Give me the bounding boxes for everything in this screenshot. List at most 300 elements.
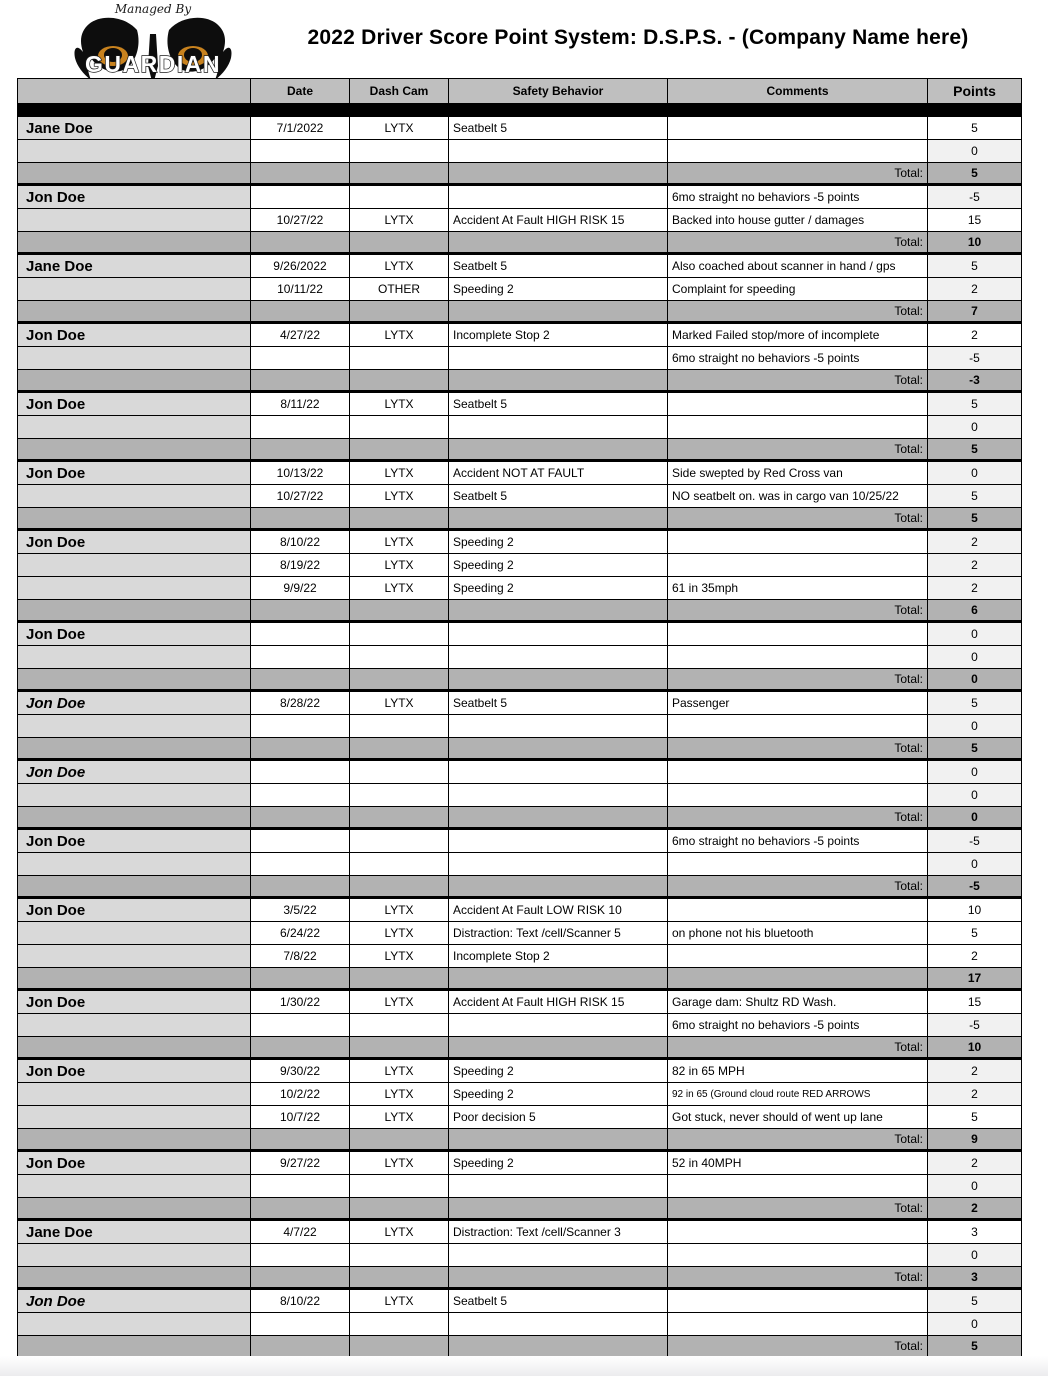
total-label: Total: [668, 370, 928, 391]
cell-driver-name [18, 485, 251, 508]
table-body [18, 117, 1021, 1358]
total-points: 5 [928, 1336, 1021, 1357]
driver-block [18, 623, 1021, 692]
driver-name: Jon Doe [26, 763, 86, 781]
total-date-blank [251, 232, 350, 253]
cell-dash-cam: LYTX [350, 393, 449, 416]
total-points: 10 [928, 232, 1021, 253]
cell-points: 2 [928, 324, 1021, 347]
total-cam-blank [350, 669, 449, 690]
cell-dash-cam: LYTX [350, 991, 449, 1014]
cell-driver-name [18, 416, 251, 439]
total-cam-blank [350, 1037, 449, 1058]
total-cam-blank [350, 508, 449, 529]
total-name-blank [18, 1198, 251, 1219]
cell-safety-behavior: Speeding 2 [449, 577, 668, 600]
cell-comment: Side swepted by Red Cross van [668, 462, 928, 485]
total-cam-blank [350, 876, 449, 897]
cell-comment [668, 117, 928, 140]
header-divider-bar [18, 104, 1021, 117]
cell-safety-behavior [449, 347, 668, 370]
cell-comment: Also coached about scanner in hand / gps [668, 255, 928, 278]
driver-name: Jon Doe [26, 625, 86, 643]
page-title: 2022 Driver Score Point System: D.S.P.S. - (Company Name here) [307, 26, 969, 49]
cell-dash-cam [350, 646, 449, 669]
cell-points: -5 [928, 1014, 1021, 1037]
cell-points: 3 [928, 1221, 1021, 1244]
cell-safety-behavior: Seatbelt 5 [449, 1290, 668, 1313]
cell-driver-name [18, 784, 251, 807]
cell-dash-cam: LYTX [350, 1060, 449, 1083]
total-row [18, 508, 1021, 529]
total-date-blank [251, 370, 350, 391]
cell-date [251, 623, 350, 646]
table-row [18, 1152, 1021, 1175]
total-row [18, 439, 1021, 460]
cell-comment [668, 1313, 928, 1336]
total-points: 7 [928, 301, 1021, 322]
cell-date [251, 1244, 350, 1267]
total-cam-blank [350, 232, 449, 253]
driver-block [18, 1290, 1021, 1358]
header-date: Date [251, 78, 350, 104]
cell-points: 0 [928, 140, 1021, 163]
cell-safety-behavior: Speeding 2 [449, 554, 668, 577]
cell-date [251, 646, 350, 669]
total-name-blank [18, 232, 251, 253]
cell-dash-cam: LYTX [350, 899, 449, 922]
total-name-blank [18, 600, 251, 621]
cell-comment: 6mo straight no behaviors -5 points [668, 1014, 928, 1037]
cell-points: 5 [928, 1106, 1021, 1129]
cell-date [251, 853, 350, 876]
cell-driver-name [18, 646, 251, 669]
total-behavior-blank [449, 669, 668, 690]
cell-dash-cam [350, 416, 449, 439]
cell-date [251, 140, 350, 163]
cell-dash-cam [350, 830, 449, 853]
table-row [18, 715, 1021, 738]
cell-safety-behavior: Accident At Fault HIGH RISK 15 [449, 991, 668, 1014]
total-points: 9 [928, 1129, 1021, 1150]
cell-points: -5 [928, 186, 1021, 209]
cell-date: 8/19/22 [251, 554, 350, 577]
total-name-blank [18, 968, 251, 989]
total-label: Total: [668, 807, 928, 828]
cell-dash-cam: LYTX [350, 1083, 449, 1106]
cell-points: 5 [928, 117, 1021, 140]
guardian-brand-text: GUARDIAN [85, 51, 221, 77]
driver-block [18, 255, 1021, 324]
table-row [18, 1014, 1021, 1037]
cell-safety-behavior: Incomplete Stop 2 [449, 324, 668, 347]
total-behavior-blank [449, 1129, 668, 1150]
cell-dash-cam: LYTX [350, 209, 449, 232]
total-date-blank [251, 1267, 350, 1288]
cell-comment: Backed into house gutter / damages [668, 209, 928, 232]
total-points: 3 [928, 1267, 1021, 1288]
driver-name: Jon Doe [26, 1292, 86, 1310]
total-row [18, 232, 1021, 253]
cell-dash-cam [350, 715, 449, 738]
total-name-blank [18, 163, 251, 184]
cell-date [251, 1175, 350, 1198]
cell-date [251, 416, 350, 439]
cell-date [251, 830, 350, 853]
cell-dash-cam [350, 853, 449, 876]
cell-safety-behavior: Speeding 2 [449, 1152, 668, 1175]
header-safety-behavior: Safety Behavior [449, 78, 668, 104]
total-label: Total: [668, 232, 928, 253]
total-date-blank [251, 669, 350, 690]
table-row [18, 255, 1021, 278]
cell-safety-behavior [449, 830, 668, 853]
total-row [18, 1267, 1021, 1288]
cell-safety-behavior [449, 623, 668, 646]
cell-comment [668, 1290, 928, 1313]
cell-date [251, 715, 350, 738]
cell-comment: on phone not his bluetooth [668, 922, 928, 945]
total-cam-blank [350, 163, 449, 184]
driver-name: Jon Doe [26, 188, 86, 206]
table-row [18, 1313, 1021, 1336]
cell-points: 2 [928, 278, 1021, 301]
cell-points: 15 [928, 209, 1021, 232]
cell-dash-cam [350, 1014, 449, 1037]
driver-name: Jane Doe [26, 119, 93, 137]
cell-comment: 52 in 40MPH [668, 1152, 928, 1175]
cell-dash-cam [350, 623, 449, 646]
total-date-blank [251, 1129, 350, 1150]
cell-driver-name [18, 577, 251, 600]
cell-driver-name [18, 922, 251, 945]
cell-dash-cam: LYTX [350, 255, 449, 278]
total-cam-blank [350, 1336, 449, 1357]
cell-date: 4/7/22 [251, 1221, 350, 1244]
cell-comment [668, 1175, 928, 1198]
table-row [18, 1060, 1021, 1083]
cell-dash-cam [350, 140, 449, 163]
total-behavior-blank [449, 439, 668, 460]
cell-date: 9/9/22 [251, 577, 350, 600]
cell-date: 10/27/22 [251, 209, 350, 232]
cell-comment [668, 945, 928, 968]
page-bottom-shadow [0, 1356, 1048, 1376]
cell-comment [668, 853, 928, 876]
cell-date: 8/28/22 [251, 692, 350, 715]
cell-driver-name [18, 255, 251, 278]
cell-dash-cam: LYTX [350, 554, 449, 577]
driver-name: Jon Doe [26, 464, 86, 482]
driver-block [18, 324, 1021, 393]
total-behavior-blank [449, 1198, 668, 1219]
cell-date [251, 761, 350, 784]
cell-safety-behavior [449, 784, 668, 807]
cell-comment: Marked Failed stop/more of incomplete [668, 324, 928, 347]
total-name-blank [18, 301, 251, 322]
cell-points: 15 [928, 991, 1021, 1014]
total-points: 6 [928, 600, 1021, 621]
cell-safety-behavior [449, 853, 668, 876]
cell-points: 0 [928, 761, 1021, 784]
table-row [18, 761, 1021, 784]
cell-driver-name [18, 853, 251, 876]
table-row [18, 186, 1021, 209]
total-row [18, 807, 1021, 828]
cell-points: -5 [928, 347, 1021, 370]
total-points: 0 [928, 669, 1021, 690]
driver-name: Jon Doe [26, 832, 86, 850]
cell-driver-name [18, 692, 251, 715]
cell-safety-behavior [449, 646, 668, 669]
cell-points: -5 [928, 830, 1021, 853]
total-date-blank [251, 968, 350, 989]
table-row [18, 830, 1021, 853]
managed-by-text: Managed By [114, 2, 192, 16]
cell-comment [668, 1221, 928, 1244]
cell-comment [668, 140, 928, 163]
total-points: 17 [928, 968, 1021, 989]
cell-date: 6/24/22 [251, 922, 350, 945]
cell-safety-behavior: Seatbelt 5 [449, 117, 668, 140]
total-row [18, 876, 1021, 897]
cell-dash-cam [350, 761, 449, 784]
cell-points: 0 [928, 462, 1021, 485]
cell-safety-behavior [449, 1244, 668, 1267]
cell-safety-behavior: Distraction: Text /cell/Scanner 3 [449, 1221, 668, 1244]
total-cam-blank [350, 600, 449, 621]
cell-points: 0 [928, 623, 1021, 646]
driver-block [18, 761, 1021, 830]
cell-safety-behavior [449, 416, 668, 439]
total-row [18, 968, 1021, 989]
cell-dash-cam [350, 1244, 449, 1267]
total-label: Total: [668, 508, 928, 529]
table-row [18, 462, 1021, 485]
cell-date: 10/13/22 [251, 462, 350, 485]
total-row [18, 738, 1021, 759]
cell-safety-behavior: Poor decision 5 [449, 1106, 668, 1129]
cell-points: 0 [928, 853, 1021, 876]
cell-safety-behavior: Seatbelt 5 [449, 255, 668, 278]
total-row [18, 1198, 1021, 1219]
cell-comment: Passenger [668, 692, 928, 715]
table-row [18, 1083, 1021, 1106]
cell-points: 0 [928, 784, 1021, 807]
cell-dash-cam: LYTX [350, 531, 449, 554]
cell-comment: Garage dam: Shultz RD Wash. [668, 991, 928, 1014]
cell-date: 10/11/22 [251, 278, 350, 301]
cell-date: 8/10/22 [251, 531, 350, 554]
table-row [18, 531, 1021, 554]
table-row [18, 646, 1021, 669]
cell-driver-name [18, 1106, 251, 1129]
cell-driver-name [18, 1014, 251, 1037]
driver-block [18, 531, 1021, 623]
table-row [18, 393, 1021, 416]
cell-points: 0 [928, 1244, 1021, 1267]
cell-dash-cam: LYTX [350, 945, 449, 968]
header-points: Points [928, 78, 1021, 104]
cell-safety-behavior [449, 1313, 668, 1336]
cell-points: 2 [928, 554, 1021, 577]
table-row [18, 140, 1021, 163]
cell-safety-behavior: Speeding 2 [449, 1060, 668, 1083]
total-label: Total: [668, 1267, 928, 1288]
total-cam-blank [350, 1129, 449, 1150]
cell-driver-name [18, 761, 251, 784]
cell-safety-behavior: Accident At Fault HIGH RISK 15 [449, 209, 668, 232]
cell-date: 1/30/22 [251, 991, 350, 1014]
table-row [18, 416, 1021, 439]
cell-comment [668, 393, 928, 416]
cell-points: 10 [928, 899, 1021, 922]
total-name-blank [18, 1037, 251, 1058]
cell-dash-cam: OTHER [350, 278, 449, 301]
cell-driver-name [18, 945, 251, 968]
cell-driver-name [18, 1290, 251, 1313]
table-row [18, 1290, 1021, 1313]
cell-comment: Got stuck, never should of went up lane [668, 1106, 928, 1129]
total-row [18, 600, 1021, 621]
table-row [18, 1106, 1021, 1129]
cell-driver-name [18, 186, 251, 209]
guardian-owl-icon [71, 14, 235, 86]
total-behavior-blank [449, 968, 668, 989]
cell-points: 2 [928, 1060, 1021, 1083]
table-row [18, 623, 1021, 646]
cell-dash-cam: LYTX [350, 1106, 449, 1129]
total-name-blank [18, 1129, 251, 1150]
cell-comment: 6mo straight no behaviors -5 points [668, 347, 928, 370]
total-name-blank [18, 1336, 251, 1357]
cell-driver-name [18, 1083, 251, 1106]
driver-block [18, 692, 1021, 761]
guardian-logo [68, 2, 238, 78]
cell-dash-cam [350, 784, 449, 807]
cell-points: 2 [928, 1152, 1021, 1175]
total-name-blank [18, 807, 251, 828]
score-table [17, 78, 1022, 1358]
total-row [18, 1129, 1021, 1150]
cell-safety-behavior [449, 140, 668, 163]
cell-comment: 6mo straight no behaviors -5 points [668, 830, 928, 853]
cell-safety-behavior [449, 1175, 668, 1198]
total-points: 5 [928, 738, 1021, 759]
total-points: -5 [928, 876, 1021, 897]
cell-dash-cam [350, 1175, 449, 1198]
cell-date: 10/27/22 [251, 485, 350, 508]
total-points: 10 [928, 1037, 1021, 1058]
total-label: Total: [668, 1129, 928, 1150]
total-cam-blank [350, 370, 449, 391]
cell-safety-behavior: Incomplete Stop 2 [449, 945, 668, 968]
total-label: Total: [668, 301, 928, 322]
cell-dash-cam [350, 186, 449, 209]
driver-block [18, 1060, 1021, 1152]
driver-name: Jon Doe [26, 993, 86, 1011]
total-date-blank [251, 600, 350, 621]
cell-date: 9/27/22 [251, 1152, 350, 1175]
total-behavior-blank [449, 508, 668, 529]
total-name-blank [18, 669, 251, 690]
table-row [18, 117, 1021, 140]
table-row [18, 784, 1021, 807]
driver-block [18, 899, 1021, 991]
total-name-blank [18, 1267, 251, 1288]
cell-date [251, 347, 350, 370]
cell-safety-behavior: Seatbelt 5 [449, 393, 668, 416]
cell-points: 0 [928, 646, 1021, 669]
table-header-row [18, 78, 1021, 104]
total-date-blank [251, 508, 350, 529]
cell-safety-behavior [449, 1014, 668, 1037]
cell-safety-behavior [449, 761, 668, 784]
cell-driver-name [18, 991, 251, 1014]
total-label: Total: [668, 1037, 928, 1058]
cell-comment: 92 in 65 (Ground cloud route RED ARROWS [668, 1083, 928, 1106]
cell-comment: NO seatbelt on. was in cargo van 10/25/22 [668, 485, 928, 508]
cell-safety-behavior: Speeding 2 [449, 531, 668, 554]
cell-comment: 82 in 65 MPH [668, 1060, 928, 1083]
cell-safety-behavior: Accident At Fault LOW RISK 10 [449, 899, 668, 922]
cell-driver-name [18, 462, 251, 485]
total-behavior-blank [449, 232, 668, 253]
total-label: Total: [668, 1336, 928, 1357]
total-behavior-blank [449, 807, 668, 828]
table-row [18, 991, 1021, 1014]
total-points: 5 [928, 508, 1021, 529]
driver-block [18, 991, 1021, 1060]
cell-date: 10/7/22 [251, 1106, 350, 1129]
cell-comment [668, 1244, 928, 1267]
table-row [18, 577, 1021, 600]
total-date-blank [251, 163, 350, 184]
total-row [18, 1336, 1021, 1357]
cell-safety-behavior: Accident NOT AT FAULT [449, 462, 668, 485]
cell-points: 0 [928, 715, 1021, 738]
total-behavior-blank [449, 1037, 668, 1058]
cell-dash-cam: LYTX [350, 324, 449, 347]
cell-points: 2 [928, 945, 1021, 968]
cell-dash-cam: LYTX [350, 117, 449, 140]
table-row [18, 554, 1021, 577]
total-label: Total: [668, 738, 928, 759]
cell-driver-name [18, 715, 251, 738]
cell-date: 7/8/22 [251, 945, 350, 968]
cell-safety-behavior [449, 186, 668, 209]
total-row [18, 669, 1021, 690]
table-row [18, 1221, 1021, 1244]
cell-driver-name [18, 140, 251, 163]
cell-dash-cam: LYTX [350, 462, 449, 485]
cell-driver-name [18, 554, 251, 577]
cell-driver-name [18, 1152, 251, 1175]
total-behavior-blank [449, 1267, 668, 1288]
cell-points: 5 [928, 393, 1021, 416]
total-behavior-blank [449, 370, 668, 391]
cell-safety-behavior: Distraction: Text /cell/Scanner 5 [449, 922, 668, 945]
cell-driver-name [18, 1175, 251, 1198]
cell-date: 9/30/22 [251, 1060, 350, 1083]
total-name-blank [18, 508, 251, 529]
cell-safety-behavior: Seatbelt 5 [449, 485, 668, 508]
cell-date: 9/26/2022 [251, 255, 350, 278]
cell-dash-cam: LYTX [350, 692, 449, 715]
page-header [0, 0, 1048, 78]
total-label: Total: [668, 439, 928, 460]
driver-name: Jon Doe [26, 395, 86, 413]
